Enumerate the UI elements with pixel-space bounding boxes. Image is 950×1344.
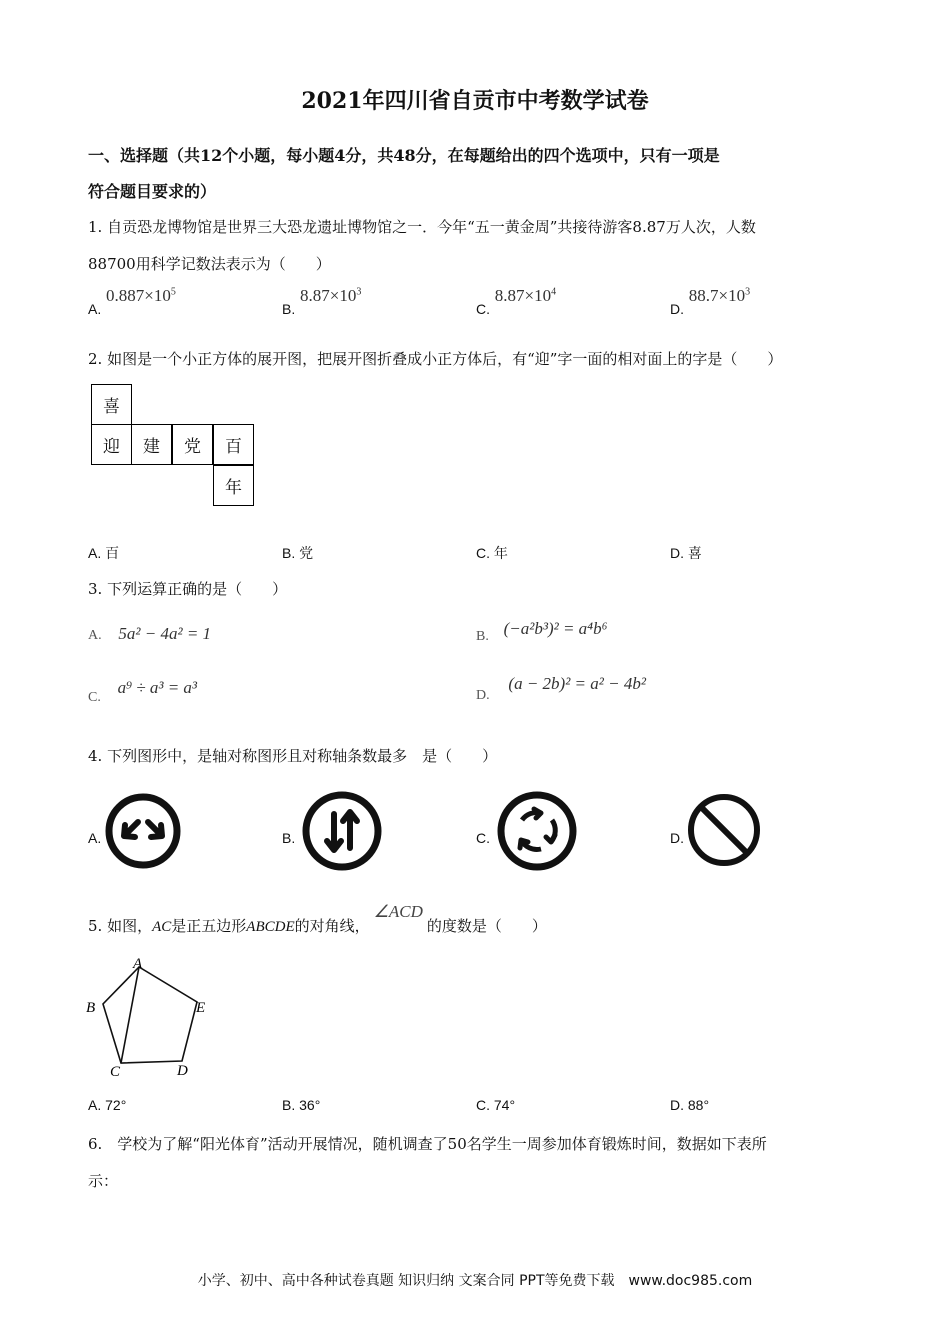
vertex-d-label: D <box>177 1063 188 1079</box>
question-6-line2: 示： <box>88 1172 119 1190</box>
q3-option-c: C. a⁹ ÷ a³ = a³ <box>88 678 198 705</box>
q5-option-b: B. 36° <box>282 1097 321 1113</box>
question-2-text: 2. 如图是一个小正方体的展开图，把展开图折叠成小正方体后，有“迎”字一面的相对面上的字是（ ） <box>88 350 783 368</box>
question-1-line2: 88700用科学记数法表示为（ ） <box>88 255 331 273</box>
q4-option-c-label: C. <box>476 830 490 846</box>
cube-cell-dang: 党 <box>172 424 213 465</box>
vertex-c-label: C <box>110 1064 121 1080</box>
q2-option-a: A. 百 <box>88 545 120 561</box>
q1-option-c: C. $8.87\times 10^4$ <box>476 286 557 317</box>
cube-cell-ying: 迎 <box>91 424 132 465</box>
q3-option-d: D. (a − 2b)² = a² − 4b² <box>476 674 646 703</box>
question-5-text: 5. 如图，AC是正五边形ABCDE的对角线，∠ACD的度数是（ ） <box>88 902 547 935</box>
q5-option-a: A. 72° <box>88 1097 127 1113</box>
pentagon-figure <box>82 954 214 1080</box>
q4-option-a-label: A. <box>88 830 102 846</box>
vertex-b-label: B <box>86 1000 96 1016</box>
q5-option-d: D. 88° <box>670 1097 710 1113</box>
vertex-a-label: A <box>133 956 143 972</box>
q4-option-b-label: B. <box>282 830 296 846</box>
two-way-traffic-icon <box>301 790 383 872</box>
q1-option-b: B. $8.87\times 10^3$ <box>282 286 362 317</box>
page-title: 2021年四川省自贡市中考数学试卷 <box>301 88 649 114</box>
question-3-text: 3. 下列运算正确的是（ ） <box>88 580 288 598</box>
q3-option-a: A. 5a² − 4a² = 1 <box>88 624 212 643</box>
q4-option-d-label: D. <box>670 830 684 846</box>
roundabout-icon <box>496 790 578 872</box>
q2-option-c: C. 年 <box>476 545 508 561</box>
q2-option-b: B. 党 <box>282 545 314 561</box>
cube-cell-nian: 年 <box>213 465 254 506</box>
q2-option-d: D. 喜 <box>670 545 702 561</box>
q5-option-c: C. 74° <box>476 1097 516 1113</box>
q3-option-b: B. (−a²b³)² = a⁴b⁶ <box>476 619 608 644</box>
question-6-line1: 6. 学校为了解“阳光体育”活动开展情况，随机调查了50名学生一周参加体育锻炼时间，数据如下表所 <box>88 1135 767 1153</box>
merge-diverge-arrows-icon <box>104 792 182 870</box>
cube-cell-jian: 建 <box>131 424 172 465</box>
vertex-e-label: E <box>196 1000 206 1016</box>
section-heading-line2: 符合题目要求的） <box>88 182 217 201</box>
cube-cell-bai: 百 <box>213 424 254 465</box>
q1-option-d: D. $88.7\times 10^3$ <box>670 286 751 317</box>
page-footer: 小学、初中、高中各种试卷真题 知识归纳 文案合同 PPT等免费下载 www.doc985.com <box>197 1273 753 1289</box>
q1-option-a: A. $0.887\times 10^5$ <box>88 286 176 317</box>
prohibition-sign-icon <box>686 792 762 868</box>
cube-cell-xi: 喜 <box>91 384 132 425</box>
question-1-line1: 1. 自贡恐龙博物馆是世界三大恐龙遗址博物馆之一．今年“五一黄金周”共接待游客8.87万人次，人数 <box>88 218 756 236</box>
section-heading-line1: 一、选择题（共12个小题，每小题4分，共48分，在每题给出的四个选项中，只有一项是 <box>88 146 720 165</box>
question-4-text: 4. 下列图形中，是轴对称图形且对称轴条数最多 是（ ） <box>88 747 498 765</box>
